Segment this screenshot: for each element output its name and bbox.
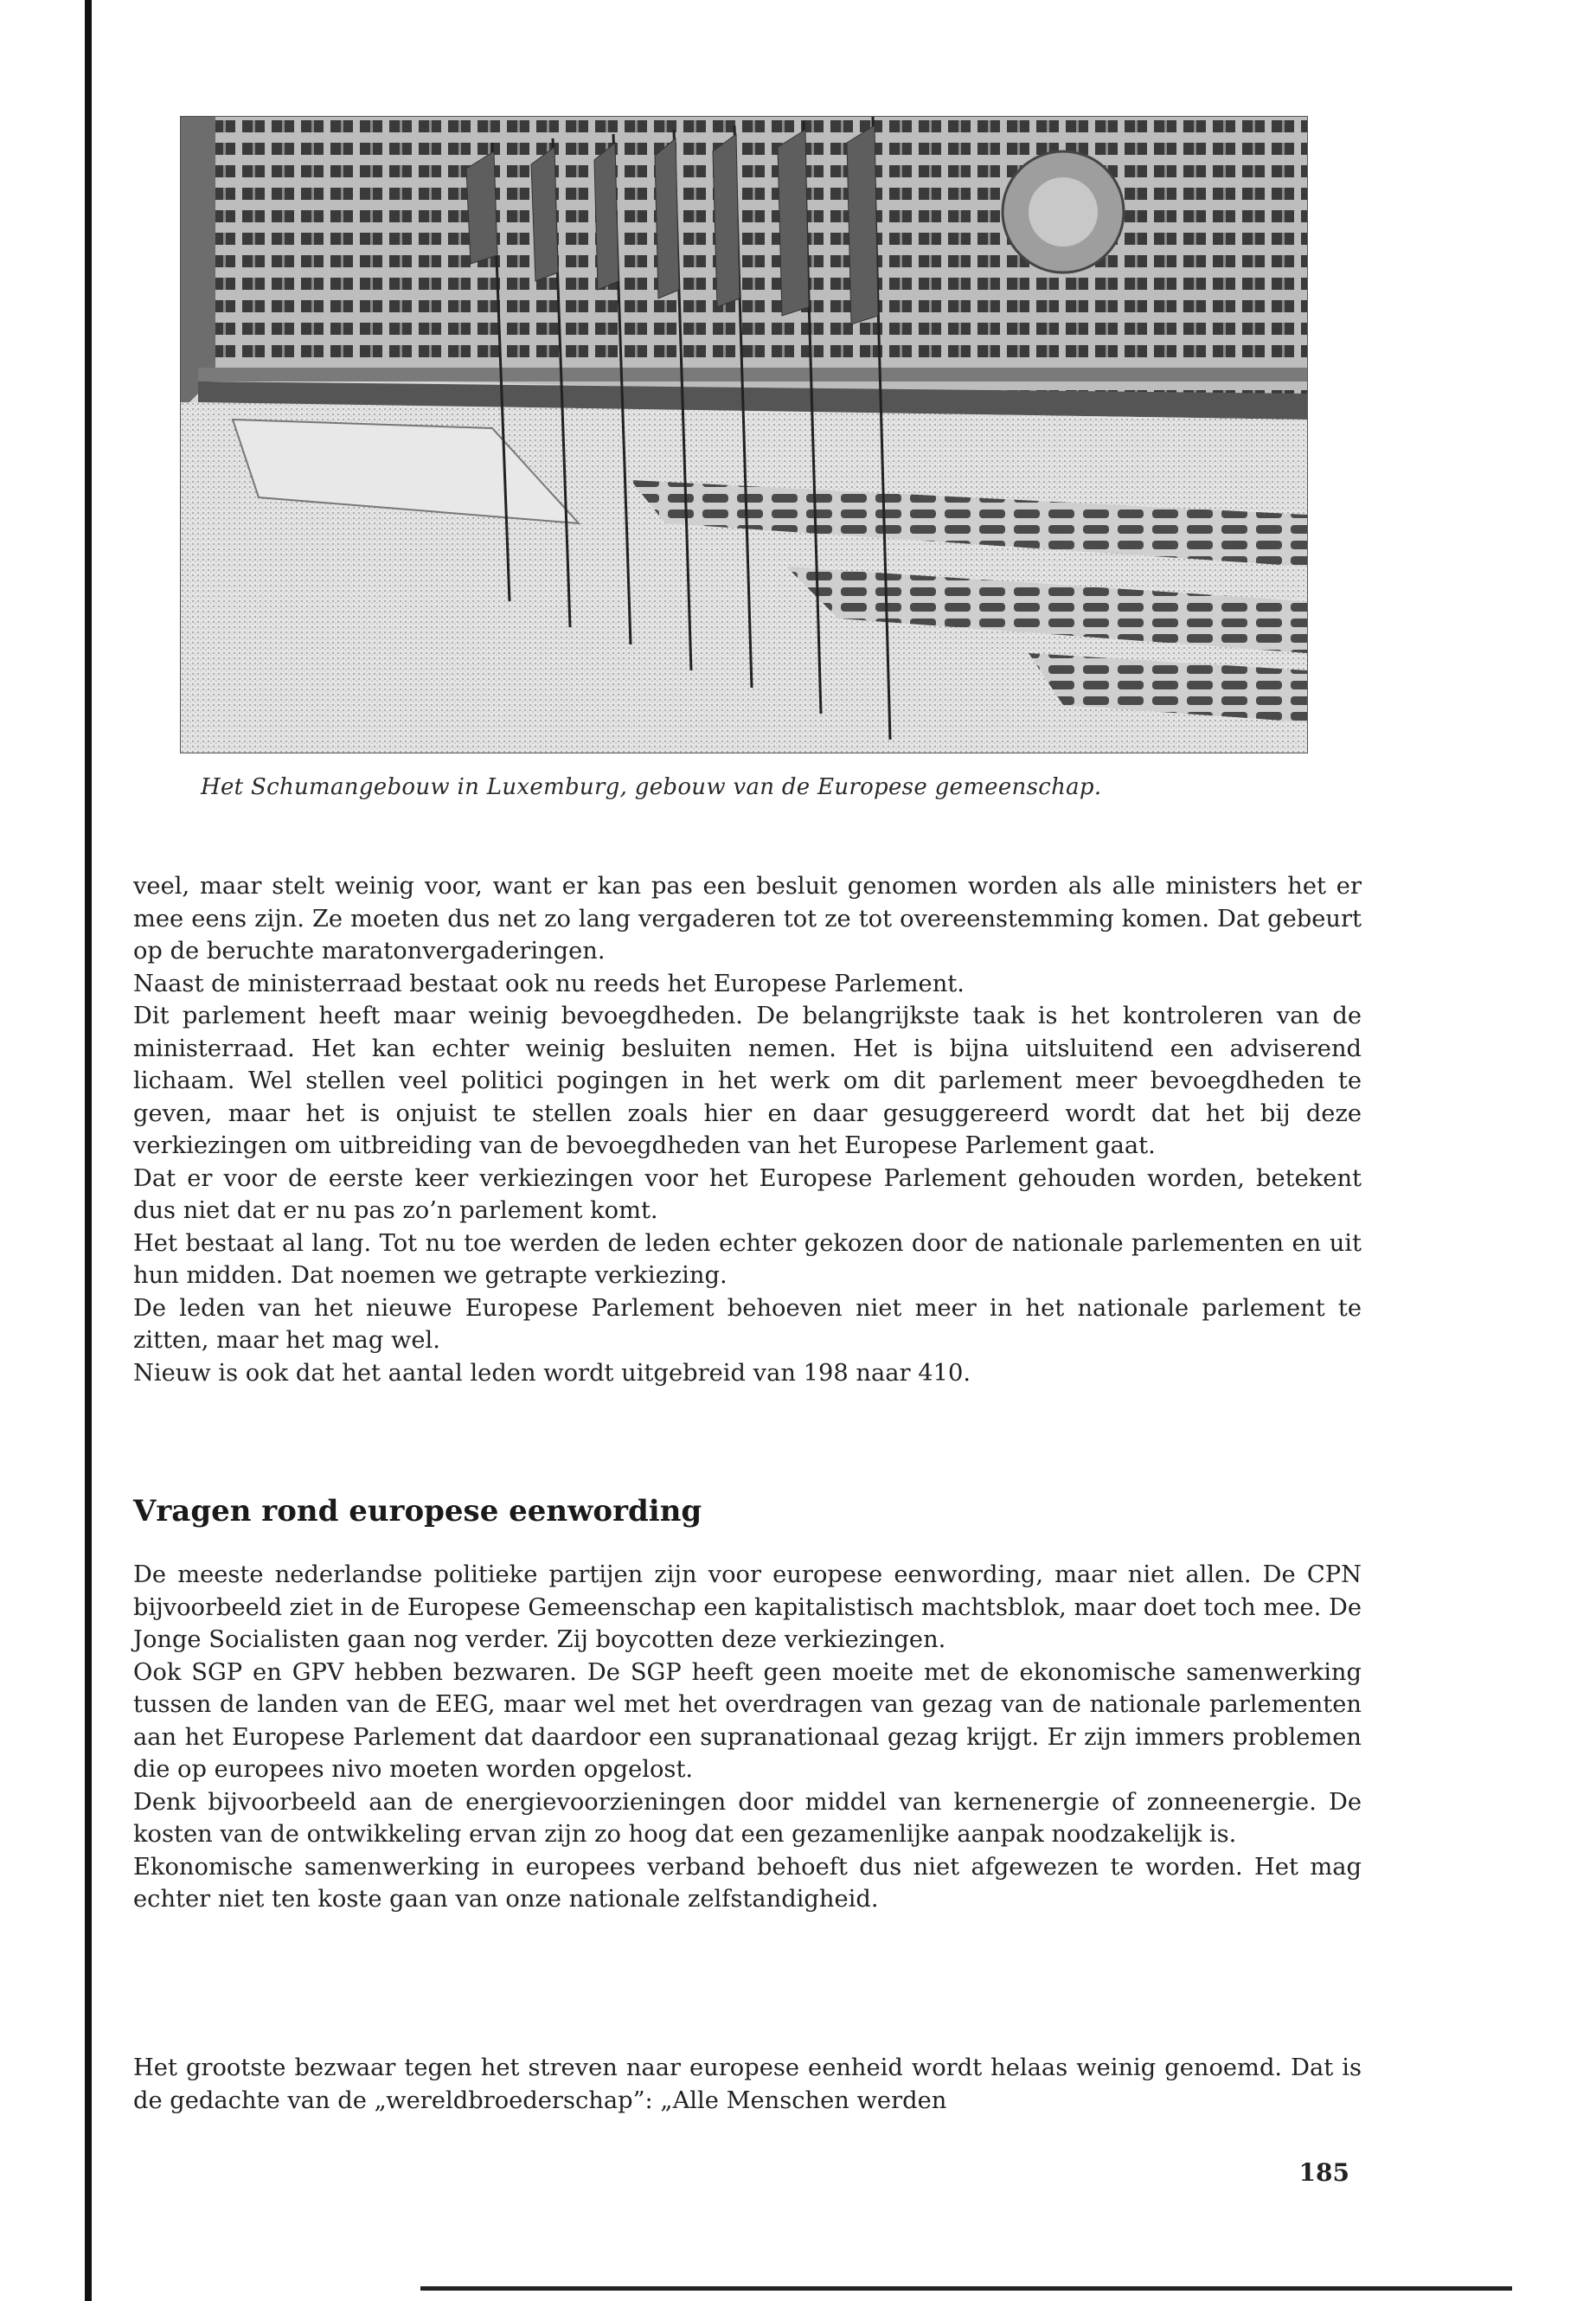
paragraph: Dat er voor de eerste keer verkiezingen voor het Europese Parlement gehouden worden, betekent dus niet dat er nu pas zo’n parlement komt. [133, 1164, 1362, 1224]
paragraph: Het grootste bezwaar tegen het streven naar europese eenheid wordt helaas weinig genoemd. Dat is de gedachte van de „wereldbroederschap”: „Alle Menschen werden [133, 2054, 1362, 2114]
photo-illustration [181, 117, 1307, 753]
body-text-section-1 [133, 870, 1362, 1389]
body-text-section-3 [133, 2052, 1362, 2117]
paragraph: Dit parlement heeft maar weinig bevoegdheden. De belangrijkste taak is het kontroleren van de ministerraad. Het kan echter weinig besluiten nemen. Het is bijna uitsluitend een adviserend lichaam. Wel stellen veel politici pogingen in het werk om dit parlement meer bevoegdheden te geven, maar het is onjuist te stellen zoals hier en daar gesuggereerd wordt dat het bij deze verkiezingen om uitbreiding van de bevoegdheden van het Europese Parlement gaat. [133, 1003, 1362, 1159]
photo-caption: Het Schumangebouw in Luxemburg, gebouw van de Europese gemeenschap. [201, 774, 1102, 800]
page-bottom-rule [420, 2286, 1512, 2291]
paragraph: Naast de ministerraad bestaat ook nu reeds het Europese Parlement. [133, 970, 965, 997]
paragraph: veel, maar stelt weinig voor, want er kan pas een besluit genomen worden als alle ministers het er mee eens zijn. Ze moeten dus net zo lang vergaderen tot ze tot overeenstemming komen. Dat gebeurt op de beruchte maratonvergaderingen. [133, 873, 1362, 965]
page-edge-rule [85, 0, 92, 2301]
paragraph: De meeste nederlandse politieke partijen zijn voor europese eenwording, maar niet allen. De CPN bijvoorbeeld ziet in de Europese Gemeenschap een kapitalistisch machtsblok, maar doet toch mee. De Jonge Socialisten gaan nog verder. Zij boycotten deze verkiezingen. [133, 1561, 1362, 1653]
paragraph: Ekonomische samenwerking in europees verband behoeft dus niet afgewezen te worden. Het mag echter niet ten koste gaan van onze nationale zelfstandigheid. [133, 1853, 1362, 1913]
paragraph: De leden van het nieuwe Europese Parlement behoeven niet meer in het nationale parlement te zitten, maar het mag wel. [133, 1294, 1362, 1354]
paragraph: Nieuw is ook dat het aantal leden wordt uitgebreid van 198 naar 410. [133, 1359, 971, 1387]
photo-schuman-building [180, 116, 1308, 753]
paragraph: Ook SGP en GPV hebben bezwaren. De SGP heeft geen moeite met de ekonomische samenwerking tussen de landen van de EEG, maar wel met het overdragen van gezag van de nationale parlementen aan het Europese Parlement dat daardoor een supranationaal gezag krijgt. Er zijn immers problemen die op europees nivo moeten worden opgelost. [133, 1658, 1362, 1783]
section-heading: Vragen rond europese eenwording [133, 1494, 702, 1529]
body-text-section-2 [133, 1559, 1362, 1916]
page-number: 185 [1298, 2158, 1349, 2187]
paragraph: Denk bijvoorbeeld aan de energievoorzieningen door middel van kernenergie of zonneenergie. De kosten van de ontwikkeling ervan zijn zo hoog dat een gezamenlijke aanpak noodzakelijk is. [133, 1788, 1362, 1848]
paragraph: Het bestaat al lang. Tot nu toe werden de leden echter gekozen door de nationale parlementen en uit hun midden. Dat noemen we getrapte verkiezing. [133, 1229, 1362, 1289]
